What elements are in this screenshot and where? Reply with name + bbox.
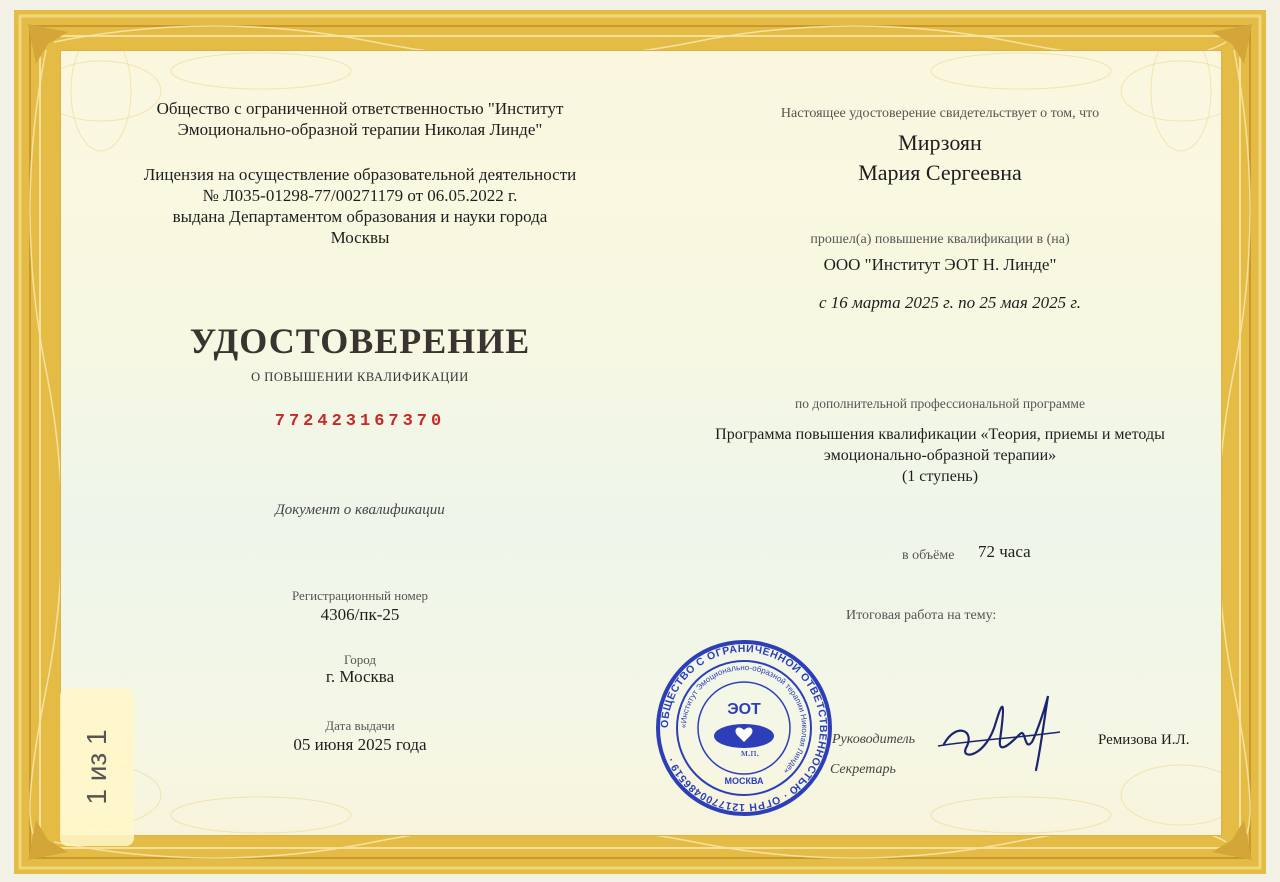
training-org: ООО "Институт ЭОТ Н. Линде" <box>823 255 1057 274</box>
program-line-1: Программа повышения квалификации «Теория, приемы и методы <box>715 426 1165 443</box>
page-indicator <box>60 688 134 846</box>
stamp-city: МОСКВА <box>724 776 764 786</box>
issue-date-label: Дата выдачи <box>325 718 395 733</box>
stamp-center: ЭОТ <box>727 701 761 718</box>
program-title <box>680 424 1200 487</box>
license-line-3: выдана Департаментом образования и науки города <box>172 207 548 226</box>
program-label: по дополнительной профессиональной программе <box>795 396 1085 411</box>
certificate-subtitle: О ПОВЫШЕНИИ КВАЛИФИКАЦИИ <box>251 370 469 384</box>
holder-name: Мария Сергеевна <box>858 160 1022 185</box>
intro-text: Настоящее удостоверение свидетельствует о том, что <box>780 106 1100 121</box>
reg-number-label: Регистрационный номер <box>292 588 428 603</box>
city-value: г. Москва <box>325 667 395 686</box>
issue-date-value: 05 июня 2025 года <box>293 735 427 754</box>
program-line-2: эмоционально-образной терапии» <box>823 447 1057 464</box>
volume-value: 72 часа <box>978 542 1031 561</box>
head-name: Ремизова И.Л. <box>1098 732 1190 748</box>
signature <box>936 682 1066 774</box>
page-indicator-label: 1 из 1 <box>81 729 112 805</box>
serial-number: 772423167370 <box>274 412 446 431</box>
head-label: Руководитель <box>832 732 916 747</box>
passed-text: прошел(а) повышение квалификации в (на) <box>810 232 1070 247</box>
org-line-2: Эмоционально-образной терапии Николая Линде" <box>177 120 543 139</box>
stamp-outer-text: ОБЩЕСТВО С ОГРАНИЧЕННОЙ ОТВЕТСТВЕННОСТЬЮ · ОГРН 1217700486519 · <box>658 642 830 814</box>
org-name <box>80 98 640 140</box>
final-work-label: Итоговая работа на тему: <box>846 608 997 623</box>
stamp-mp: м.п. <box>740 747 760 759</box>
volume-label: в объёме <box>902 548 955 563</box>
holder-surname: Мирзоян <box>898 130 982 155</box>
reg-number-value: 4306/пк-25 <box>320 605 400 624</box>
official-stamp <box>654 638 834 818</box>
license-line-2: № Л035-01298-77/00271179 от 06.05.2022 г. <box>202 186 518 205</box>
program-line-3: (1 ступень) <box>901 468 979 485</box>
city-label: Город <box>343 652 377 667</box>
org-line-1: Общество с ограниченной ответственностью "Институт <box>156 99 564 118</box>
document-type: Документ о квалификации <box>275 502 445 518</box>
license-line-4: Москвы <box>330 228 390 247</box>
license-line-1: Лицензия на осуществление образовательной деятельности <box>143 165 577 184</box>
license-block <box>80 164 640 248</box>
training-period: с 16 марта 2025 г. по 25 мая 2025 г. <box>819 293 1081 312</box>
stamp-inner-text: «Институт Эмоционально-образной терапии Николая Линде» <box>678 662 810 776</box>
certificate-title: УДОСТОВЕРЕНИЕ <box>189 321 531 361</box>
secretary-label: Секретарь <box>830 762 896 777</box>
